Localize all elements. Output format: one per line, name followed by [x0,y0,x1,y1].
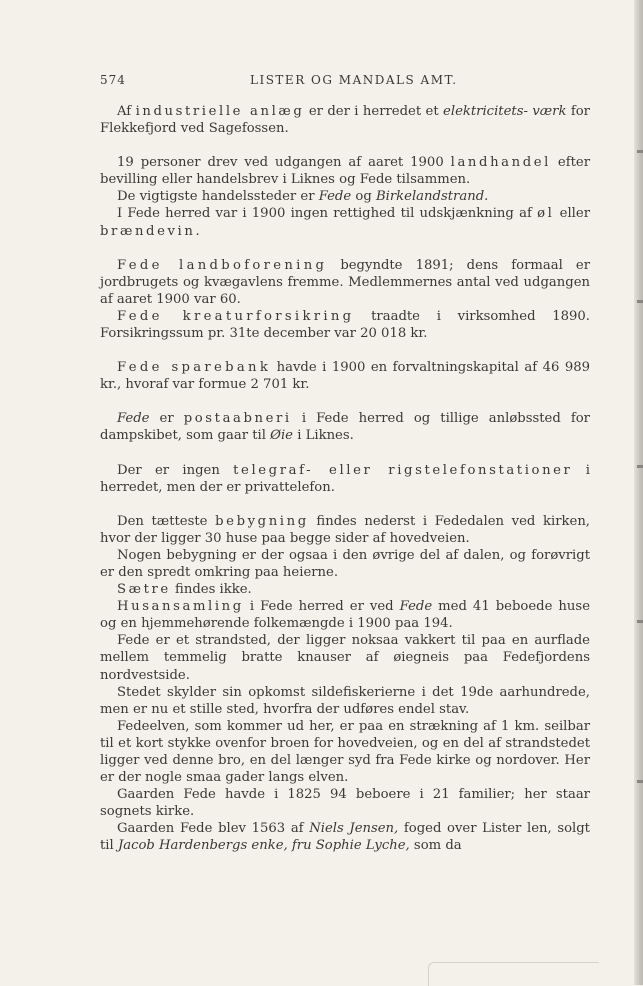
text: findes nederst i Fededalen ved kirken, hvor der ligger 30 huse paa begge sider af hovedveien. [100,513,591,546]
text: De vigtigste handelssteder er [117,189,319,205]
emphasis: Sætre [117,582,171,598]
italic-term: Birkelandstrand. [375,189,489,205]
paragraph-telegraf [100,462,590,496]
paragraph-industry [100,103,590,137]
text: Der er ingen [117,462,234,478]
emphasis: Husansamling [117,599,244,615]
paragraph-fedeelven: Fedeelven, som kommer ud her, er paa en strækning af 1 km. seilbar til et kort stykke ovenfor broen for hovedveien, og en del af strandstedet ligger ved denne bro, en del længer syd fra Fede kirke og nordover. Her er der nogle smaa gader langs elven. [100,718,590,786]
text: findes ikke. [170,582,252,598]
italic-term: Fede [318,189,352,205]
running-title: LISTER OG MANDALS AMT. [250,73,458,87]
paragraph-bebygning [100,513,590,547]
edge-mark [637,780,643,783]
page-header [100,73,592,89]
paragraph-husansamling [100,598,590,632]
text: foged over Lister len, solgt til [100,821,590,854]
emphasis: landhandel [450,155,551,171]
edge-mark [637,465,643,468]
scan-artifact [428,962,599,986]
text: og [351,189,376,205]
emphasis: øl [537,206,555,222]
italic-term: værk [532,104,567,119]
paragraph-landboforening [100,257,590,308]
text: I Fede herred var i 1900 ingen rettighed til udskjænkning af [117,206,538,222]
emphasis: industrielle anlæg [135,104,305,119]
paragraph-sparebank [100,359,590,393]
edge-mark [637,150,643,153]
paragraph-sildefiskeri: Stedet skylder sin opkomst sildefiskerierne i det 19de aarhundrede, men er nu et stille sted, hvorfra der udføres endel stav. [100,684,590,717]
italic-term: Fede [399,599,433,615]
paragraph-saetre [100,581,590,598]
text: er [149,411,184,427]
paragraph-gaarden-1825: Gaarden Fede havde i 1825 94 beboere i 21 familier; her staar sognets kirke. [100,787,590,820]
text: er der i herredet et [304,104,444,119]
paragraph-bebygning-spredt: Nogen bebygning er der ogsaa i den øvrige del af dalen, og forøvrigt er den spredt omkring paa heierne. [100,547,590,580]
paragraph-strandsted: Fede er et strandsted, der ligger noksaa vakkert til paa en aurflade mellem temmelig bratte knauser af øiegneis paa Fedefjordens nordvestside. [100,633,590,683]
page-edge [634,0,643,985]
italic-term: elektricitets- [443,104,528,119]
emphasis: bebygning [215,513,309,529]
italic-name: Niels Jensen, [309,821,399,837]
italic-term: Øie [270,428,293,444]
text: med 41 beboede huse og en hjemmehørende folkemængde i 1900 paa 194. [100,599,590,632]
edge-mark [637,300,643,303]
page-body [100,103,590,855]
text: 19 personer drev ved udgangen af aaret 1900 [117,155,451,171]
paragraph-kreaturforsikring [100,308,590,342]
text: Af [117,104,136,119]
italic-name: Jacob Hardenbergs enke, fru Sophie Lyche, [117,838,410,854]
emphasis: brændevin. [100,223,203,239]
emphasis: Fede landboforening [117,257,328,273]
paragraph-postaabneri [100,410,590,444]
text: i herredet, men der er privattelefon. [100,462,590,495]
text: traadte i virksomhed 1890. Forsikringssum pr. 31te december var 20 018 kr. [100,308,590,342]
text: Den tætteste [117,513,216,529]
text: efter bevilling eller handelsbrev i Liknes og Fede tilsammen. [100,155,591,188]
emphasis: telegraf- eller rigstelefonstationer [233,462,573,478]
edge-mark [637,620,643,623]
page-number: 574 [100,73,126,87]
text: som da [409,838,462,854]
paragraph-landhandel [100,154,590,188]
emphasis: postaabneri [183,411,292,427]
paragraph-gaarden-1563 [100,820,590,854]
text: i Fede herred og tillige anløbssted for dampskibet, som gaar til [100,411,590,444]
text: i Liknes. [293,428,354,444]
italic-term: Fede [117,411,150,427]
text: for Flekkefjord ved Sagefossen. [100,104,590,137]
paragraph-udskjaenkning [100,205,590,239]
text: begyndte 1891; dens formaal er jordbrugets og kvægavlens fremme. Medlemmernes antal ved udgangen af aaret 1900 var 60. [100,257,591,307]
paragraph-handelssteder [100,188,590,205]
text: i Fede herred er ved [243,599,400,615]
text: havde i 1900 en forvaltningskapital af 46 989 kr., hvoraf var formue 2 701 kr. [100,360,590,393]
text: eller [554,206,590,222]
emphasis: Fede sparebank [117,360,272,376]
emphasis: Fede kreaturforsikring [117,308,355,324]
text: Gaarden Fede blev 1563 af [117,821,310,837]
